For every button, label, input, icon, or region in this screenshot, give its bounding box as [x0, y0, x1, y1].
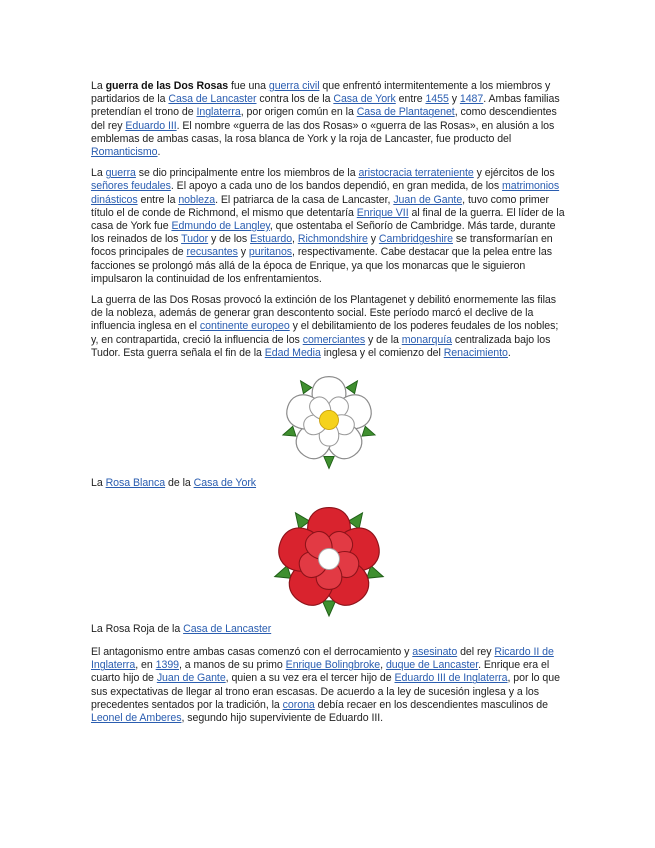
- text: se dio principalmente entre los miembros de la: [135, 167, 359, 180]
- paragraph-causes: [91, 167, 567, 286]
- text: entre la: [137, 193, 179, 206]
- link-guerra-civil[interactable]: guerra civil: [268, 80, 320, 92]
- link-monarquia[interactable]: monarquía: [401, 333, 452, 346]
- text: El antagonismo entre ambas casas comenzó con el derrocamiento y: [91, 646, 413, 659]
- link-edmundo-de-langley[interactable]: Edmundo de Langley: [171, 220, 270, 233]
- link-eduardo-iii-de-inglaterra[interactable]: Eduardo III de Inglaterra: [394, 672, 508, 685]
- lancaster-red-rose-icon[interactable]: [270, 500, 388, 618]
- link-ricardo-ii[interactable]: Ricardo II de Inglaterra: [91, 646, 554, 672]
- text: , tuvo como primer título el de conde de Richmond, el mismo que detentaría: [91, 193, 549, 219]
- text: al final de la guerra. El líder de la casa de York fue: [91, 206, 565, 233]
- text: y: [237, 246, 249, 259]
- text: y de los: [208, 233, 251, 246]
- link-duque-de-lancaster[interactable]: duque de Lancaster: [385, 659, 479, 672]
- figure-red-rose: [91, 500, 567, 623]
- york-white-rose-icon[interactable]: [277, 368, 381, 472]
- link-juan-de-gante[interactable]: Juan de Gante: [393, 193, 463, 206]
- text: y el debilitamiento de los poderes feudales de los nobles; y, en contrapartida, creció la influencia de los: [91, 320, 559, 346]
- text: , respectivamente. Cabe destacar que la pelea entre las facciones se prolongó más allá de la época de Enrique, ya que los monarcas que le siguieron impulsaron la continuidad de los enfrentamientos.: [91, 246, 552, 285]
- link-enrique-bolingbroke[interactable]: Enrique Bolingbroke: [285, 659, 381, 672]
- link-aristocracia-terrateniente[interactable]: aristocracia terrateniente: [358, 167, 474, 180]
- link-nobleza[interactable]: nobleza: [178, 193, 216, 206]
- link-enrique-vii[interactable]: Enrique VII: [356, 206, 409, 219]
- text: entre: [395, 93, 426, 106]
- link-asesinato[interactable]: asesinato: [412, 646, 458, 659]
- text: y: [448, 93, 460, 106]
- article-title-bold: guerra de las Dos Rosas: [105, 80, 229, 92]
- paragraph-intro: [91, 80, 567, 159]
- text: se transformarían en focos principales de: [91, 233, 553, 259]
- paragraph-antagonism: [91, 646, 567, 725]
- text: contra los de la: [256, 93, 334, 106]
- text: y ejércitos de los: [473, 167, 555, 180]
- link-romanticismo[interactable]: Romanticismo: [91, 146, 158, 159]
- text: , por origen común en la: [240, 106, 357, 119]
- link-guerra[interactable]: guerra: [105, 167, 136, 180]
- text: . El nombre «guerra de las dos Rosas» o «guerra de las Rosas», en alusión a los emblemas de ambas casas, la rosa blanca de York y la roja de Lancaster, fue producto del: [91, 119, 555, 145]
- text: , como descendientes del rey: [91, 106, 557, 132]
- text: La Rosa Roja de la: [91, 623, 184, 636]
- link-recusantes[interactable]: recusantes: [186, 246, 238, 259]
- link-corona[interactable]: corona: [282, 698, 315, 711]
- text: ,: [292, 233, 298, 246]
- text: . Enrique era el cuarto hijo de: [91, 659, 550, 685]
- link-richmondshire[interactable]: Richmondshire: [297, 233, 368, 246]
- link-juan-de-gante-2[interactable]: Juan de Gante: [156, 672, 226, 685]
- text: . El apoyo a cada uno de los bandos dependió, en gran medida, de los: [170, 180, 502, 193]
- text: debía recaer en los descendientes masculinos de: [314, 698, 548, 711]
- figure-white-rose: [91, 368, 567, 477]
- link-comerciantes[interactable]: comerciantes: [302, 333, 366, 346]
- caption-red-rose: [91, 623, 567, 636]
- text: inglesa y el comienzo del: [320, 346, 444, 359]
- text: ,: [380, 659, 386, 672]
- link-1487[interactable]: 1487: [459, 93, 484, 106]
- text: fue una: [228, 80, 269, 92]
- text: , por lo que sus expectativas de llegar al trono eran escasas. De acuerdo a la ley de sucesión inglesa y a los precedentes sentados por la tradición, la: [91, 672, 560, 711]
- text: .: [507, 346, 511, 359]
- text: del rey: [457, 646, 495, 659]
- link-casa-de-lancaster[interactable]: Casa de Lancaster: [183, 623, 272, 636]
- link-cambridgeshire[interactable]: Cambridgeshire: [378, 233, 453, 246]
- link-senores-feudales[interactable]: señores feudales: [91, 180, 171, 193]
- text: de la: [165, 477, 194, 490]
- link-rosa-blanca[interactable]: Rosa Blanca: [105, 477, 166, 490]
- text: y: [367, 233, 379, 246]
- text: . Ambas familias pretendían el trono de: [91, 93, 560, 119]
- paragraph-consequences: [91, 294, 567, 360]
- link-estuardo[interactable]: Estuardo: [250, 233, 293, 246]
- text: La: [91, 477, 106, 490]
- caption-white-rose: [91, 477, 567, 490]
- text: La: [91, 167, 106, 180]
- text: , en: [135, 659, 156, 672]
- link-1399[interactable]: 1399: [155, 659, 180, 672]
- text: La guerra de las Dos Rosas provocó la extinción de los Plantagenet y debilitó enormemente las filas de la nobleza, además de generar gran descontento social. Este período marcó el declive de la influencia inglesa en el: [91, 294, 556, 333]
- link-inglaterra[interactable]: Inglaterra: [196, 106, 241, 119]
- link-casa-lancaster[interactable]: Casa de Lancaster: [168, 93, 257, 106]
- link-puritanos[interactable]: puritanos: [248, 246, 293, 259]
- link-edad-media[interactable]: Edad Media: [264, 346, 321, 359]
- link-eduardo-iii[interactable]: Eduardo III: [125, 119, 177, 132]
- link-casa-york[interactable]: Casa de York: [333, 93, 396, 106]
- document-page: [91, 80, 567, 733]
- text: . El patriarca de la casa de Lancaster,: [215, 193, 394, 206]
- text: centralizada bajo los Tudor. Esta guerra señala el fin de la: [91, 333, 551, 359]
- link-casa-plantagenet[interactable]: Casa de Plantagenet: [356, 106, 455, 119]
- text: , quien a su vez era el tercer hijo de: [225, 672, 395, 685]
- text: .: [157, 146, 161, 159]
- text: , segundo hijo superviviente de Eduardo III.: [181, 712, 384, 725]
- text: y de la: [365, 333, 402, 346]
- link-continente-europeo[interactable]: continente europeo: [199, 320, 290, 333]
- text: , a manos de su primo: [179, 659, 286, 672]
- text: La: [91, 80, 106, 92]
- text: , que ostentaba el Señorío de Cambridge. Más tarde, durante los reinados de los: [91, 220, 556, 246]
- link-1455[interactable]: 1455: [425, 93, 449, 106]
- link-matrimonios-dinasticos[interactable]: matrimonios dinásticos: [91, 180, 560, 206]
- link-casa-de-york[interactable]: Casa de York: [193, 477, 257, 490]
- text: que enfrentó intermitentemente a los miembros y partidarios de la: [91, 80, 551, 106]
- link-leonel-de-amberes[interactable]: Leonel de Amberes: [91, 712, 182, 725]
- link-tudor[interactable]: Tudor: [181, 233, 209, 246]
- link-renacimiento[interactable]: Renacimiento: [443, 346, 508, 359]
